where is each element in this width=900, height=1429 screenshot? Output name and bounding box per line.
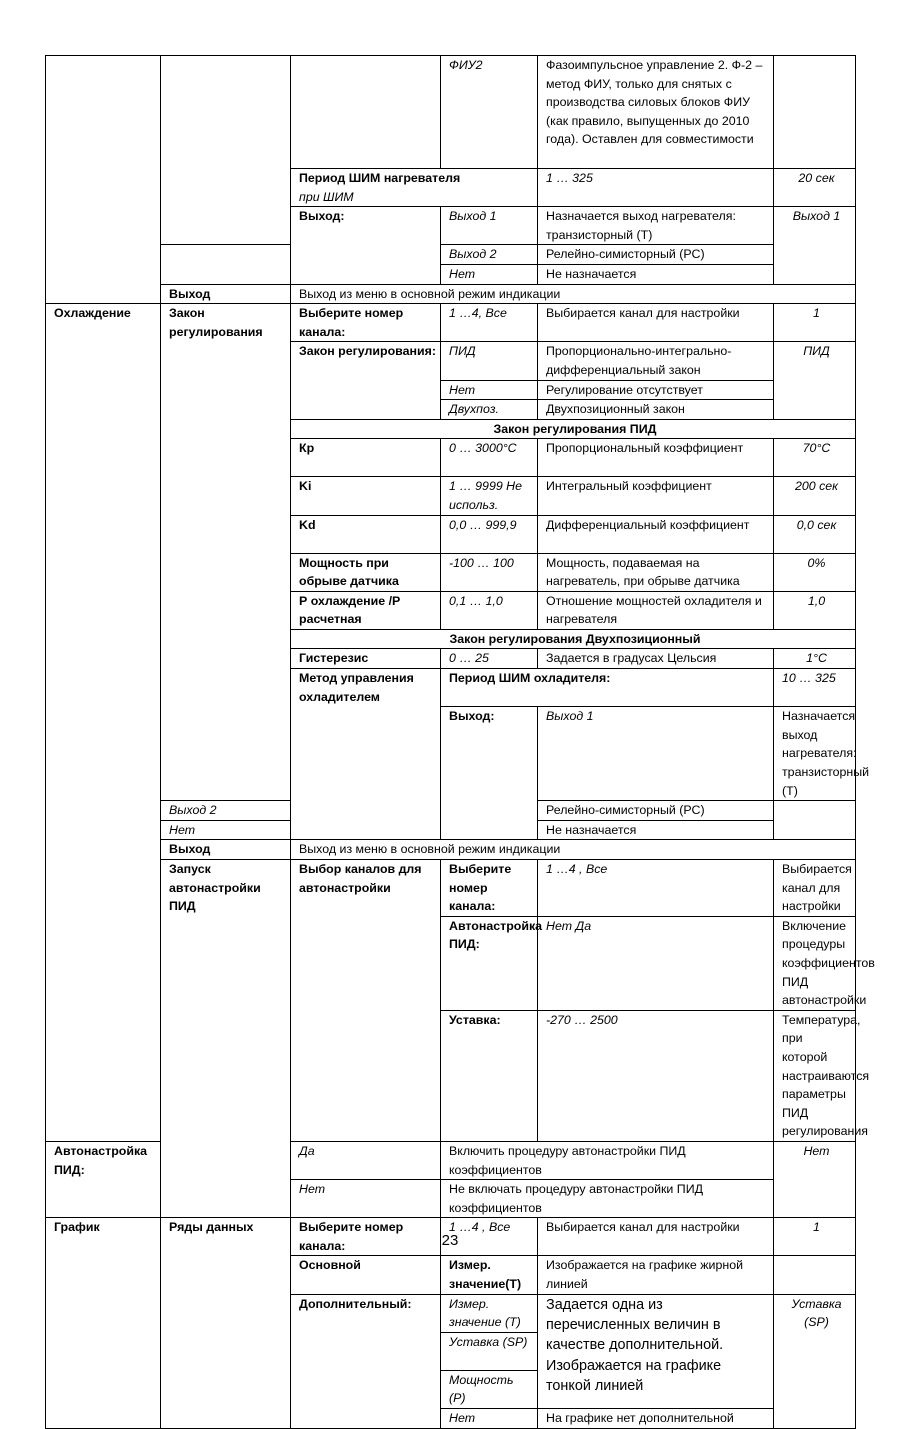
cell-empty — [161, 245, 291, 265]
section-label: Охлаждение — [46, 304, 161, 1142]
menu-exit-description: Выход из меню в основной режим индикации — [291, 284, 856, 304]
option-description: Пропорциональный коэффициент — [538, 439, 774, 477]
range-value: -270 … 2500 — [538, 1010, 774, 1141]
table-row — [46, 264, 856, 284]
table-row — [46, 304, 856, 342]
table-row — [46, 284, 856, 304]
default-value: Уставка (SP) — [774, 1294, 856, 1428]
option-description: Интегральный коэффициент — [538, 477, 774, 515]
default-value: 200 сек — [774, 477, 856, 515]
parameter-label: Автонастройка ПИД: — [441, 916, 538, 1010]
option-description: Релейно-симисторный (РС) — [538, 245, 774, 265]
option-value: Нет — [441, 380, 538, 400]
option-description: Регулирование отсутствует — [538, 380, 774, 400]
parameter-label: Выход: — [441, 707, 538, 840]
parameter-label: Уставка: — [441, 1010, 538, 1141]
default-value: 0,0 сек — [774, 515, 856, 553]
option-value: Выход 1 — [538, 707, 774, 801]
option-value: Да — [291, 1141, 441, 1179]
cell-empty — [161, 169, 291, 207]
cell-empty — [46, 284, 161, 304]
range-value: 0,0 … 999,9 — [441, 515, 538, 553]
option-description: Изображается на графике жирной линией — [538, 1256, 774, 1294]
range-value: 1 … 9999 Не использ. — [441, 477, 538, 515]
range-value: -100 … 100 — [441, 553, 538, 591]
option-value: Уставка (SP) — [441, 1332, 538, 1370]
table-row — [46, 169, 856, 207]
page-number: 23 — [441, 1232, 459, 1249]
submenu-label: Ряды данных — [161, 1218, 291, 1428]
parameter-label: Выберите номер канала: — [441, 860, 538, 917]
submenu-label: Автонастройка ПИД: — [46, 1141, 161, 1217]
option-description: Температура, при которой настраиваются параметры ПИД регулирования — [774, 1010, 856, 1141]
range-value: 1 …4, Все — [441, 304, 538, 342]
option-value: Измер. значение (Т) — [441, 1294, 538, 1332]
default-value: Выход 1 — [774, 207, 856, 284]
cell-empty — [46, 264, 161, 284]
default-value: 0% — [774, 553, 856, 591]
option-description: Назначается выход нагревателя: транзисторный (Т) — [538, 207, 774, 245]
option-description: Включить процедуру автонастройки ПИД коэффициентов — [441, 1141, 774, 1179]
parameter-cell — [291, 169, 538, 207]
option-description: Включение процедуры коэффициентов ПИД автонастройки — [774, 916, 856, 1010]
option-description: Не включать процедуру автонастройки ПИД коэффициентов — [441, 1180, 774, 1218]
default-value: 1°С — [774, 649, 856, 669]
cell-empty — [46, 169, 161, 207]
parameter-label: Выход: — [291, 207, 441, 284]
default-value: 20 сек — [774, 169, 856, 207]
cell-empty — [291, 56, 441, 169]
section-label: Запуск автонастройки ПИД — [161, 860, 291, 1218]
parameter-label: Ki — [291, 477, 441, 515]
option-description: Задается в градусах Цельсия — [538, 649, 774, 669]
table-row — [46, 245, 856, 265]
option-description: Задается одна из перечисленных величин в качестве дополнительной. Изображается на графике тонкой линией — [538, 1294, 774, 1408]
parameter-label: Выберите номер канала: — [291, 304, 441, 342]
submenu-label: Метод управления охладителем — [291, 669, 441, 840]
default-value: 1 — [774, 304, 856, 342]
option-description: Пропорционально-интегрально-дифференциальный закон — [538, 342, 774, 380]
range-value: 0,1 … 1,0 — [441, 591, 538, 629]
option-value: Двухпоз. — [441, 400, 538, 420]
cell-empty — [161, 207, 291, 245]
section-label: График — [46, 1218, 161, 1428]
option-description: Выбирается канал для настройки — [774, 860, 856, 917]
option-value: ФИУ2 — [441, 56, 538, 169]
option-description: Не назначается — [538, 820, 774, 840]
parameter-label: Kd — [291, 515, 441, 553]
menu-exit-label: Выход — [161, 284, 291, 304]
parameter-label: Основной — [291, 1256, 441, 1294]
cell-empty — [46, 56, 161, 169]
table-row — [46, 860, 856, 917]
option-value: Нет — [291, 1180, 441, 1218]
option-value: Выход 2 — [441, 245, 538, 265]
default-value: 70°С — [774, 439, 856, 477]
option-value: ПИД — [441, 342, 538, 380]
range-value: 10 … 325 — [774, 669, 856, 707]
option-description: Двухпозиционный закон — [538, 400, 774, 420]
menu-exit-label: Выход — [161, 840, 291, 860]
option-description: Выбирается канал для настройки — [538, 304, 774, 342]
option-description: Выбирается канал для настройки — [538, 1218, 774, 1256]
option-description: Отношение мощностей охладителя и нагревателя — [538, 591, 774, 629]
range-value: 0 … 3000°С — [441, 439, 538, 477]
option-value: Измер. значение(Т) — [441, 1256, 538, 1294]
cell-empty — [161, 264, 291, 284]
parameter-label: Гистерезис — [291, 649, 441, 669]
parameter-label: Закон регулирования: — [291, 342, 441, 419]
option-description: Назначается выход нагревателя: транзисторный (Т) — [774, 707, 856, 801]
option-description: На графике нет дополнительной — [538, 1409, 774, 1429]
option-value: Нет — [161, 820, 291, 840]
parameter-label: Дополнительный: — [291, 1294, 441, 1428]
subsection-heading: Закон регулирования ПИД — [291, 419, 856, 439]
submenu-label: Закон регулирования — [161, 304, 291, 801]
parameter-note: при ШИМ — [299, 189, 354, 204]
cell-empty — [774, 56, 856, 169]
submenu-label: Выбор каналов для автонастройки — [291, 860, 441, 1142]
cell-empty — [46, 245, 161, 265]
option-value: Выход 1 — [441, 207, 538, 245]
option-value: Мощность (Р) — [441, 1370, 538, 1408]
parameter-label: Р охлаждение /Р расчетная — [291, 591, 441, 629]
option-description: Дифференциальный коэффициент — [538, 515, 774, 553]
parameter-label: Период ШИМ нагревателя — [299, 171, 461, 185]
parameter-label: Выберите номер канала: — [291, 1218, 441, 1256]
option-value: Нет — [441, 264, 538, 284]
parameter-label: Кр — [291, 439, 441, 477]
table-row — [46, 207, 856, 245]
option-description: Не назначается — [538, 264, 774, 284]
range-value: 1 …4 , Все — [538, 860, 774, 917]
option-description: Фазоимпульсное управление 2. Ф-2 – метод ФИУ, только для снятых с производства силовых блоков ФИУ (как правило, выпущенных до 2010 года). Оставлен для совместимости — [538, 56, 774, 169]
option-value: Выход 2 — [161, 801, 291, 821]
range-value: 1 …4 , Все — [441, 1218, 538, 1256]
table-row — [46, 840, 856, 860]
menu-exit-description: Выход из меню в основной режим индикации — [291, 840, 856, 860]
parameter-label: Период ШИМ охладителя: — [441, 669, 774, 707]
default-value: Нет — [774, 1141, 856, 1217]
cell-empty — [161, 56, 291, 169]
range-value: 0 … 25 — [441, 649, 538, 669]
option-value: Нет — [441, 1409, 538, 1429]
subsection-heading: Закон регулирования Двухпозиционный — [291, 629, 856, 649]
option-description: Релейно-симисторный (РС) — [538, 801, 774, 821]
default-value: 1 — [774, 1218, 856, 1256]
table-row — [46, 56, 856, 169]
cell-empty — [774, 1256, 856, 1294]
range-value: 1 … 325 — [538, 169, 774, 207]
settings-table — [45, 55, 875, 1429]
parameter-label: Мощность при обрыве датчика — [291, 553, 441, 591]
range-value: Нет Да — [538, 916, 774, 1010]
default-value: ПИД — [774, 342, 856, 419]
default-value: 1,0 — [774, 591, 856, 629]
option-description: Мощность, подаваемая на нагреватель, при обрыве датчика — [538, 553, 774, 591]
cell-empty — [46, 207, 161, 245]
